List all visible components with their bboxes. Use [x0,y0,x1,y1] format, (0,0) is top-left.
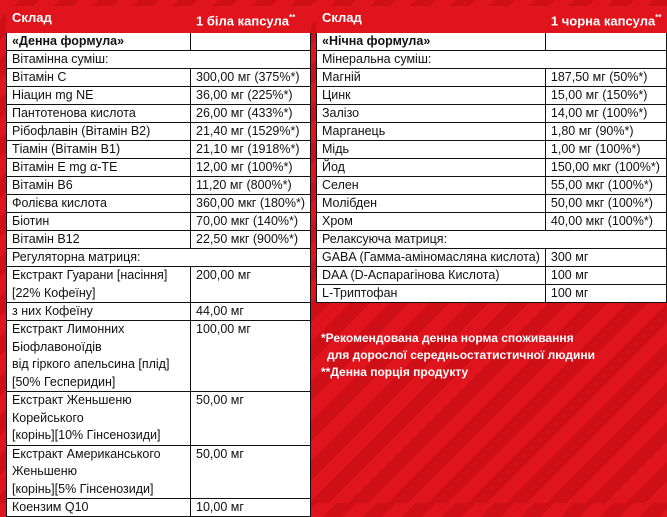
ingredient-amount: 100 мг [545,267,667,285]
ingredient-name: Вітамін B6 [7,177,191,195]
ingredient-amount: 187,50 мг (50%*) [545,69,667,87]
mineral-mix-label: Мінеральна суміш: [317,51,667,69]
table-row [317,159,667,177]
ingredient-name: Екстракт Женьшеню Корейського [корінь][10% Гінсенозиди] [7,392,191,446]
ingredient-name: Хром [317,213,546,231]
night-formula-title: «Нічна формула» [317,33,546,51]
night-formula-table [316,6,667,303]
ingredient-name: Екстракт Американського Женьшеню [корінь][5% Гінсенозиди] [7,445,191,499]
ingredient-amount: 44,00 мг [191,303,311,321]
ingredient-name: Тіамін (Вітамін B1) [7,141,191,159]
section-row [7,33,311,51]
ingredient-name: Цинк [317,87,546,105]
table-row [7,267,311,303]
table-row [7,141,311,159]
table-row [7,159,311,177]
section-row [317,231,667,249]
ingredient-amount: 14,00 мг (100%*) [545,105,667,123]
ingredient-amount: 300 мг [545,249,667,267]
header-black-capsule: 1 чорна капсула** [545,7,667,33]
header-composition: Склад [317,7,546,33]
table-row [7,303,311,321]
section-row [7,249,311,267]
table-row [7,231,311,249]
table-row [7,392,311,446]
ingredient-name: Вітамін C [7,69,191,87]
ingredient-amount: 50,00 мг [191,392,311,446]
table-row [7,213,311,231]
ingredient-amount: 21,10 мг (1918%*) [191,141,311,159]
ingredient-name: Коензим Q10 [7,499,191,517]
table-row [317,267,667,285]
ingredient-name: Молібден [317,195,546,213]
table-row [7,87,311,105]
regulatory-matrix-label: Регуляторна матриця: [7,249,311,267]
header-composition: Склад [7,7,191,33]
ingredient-name: Пантотенова кислота [7,105,191,123]
ingredient-name: L-Триптофан [317,285,546,303]
ingredient-name: з них Кофеїну [7,303,191,321]
ingredient-amount: 26,00 мг (433%*) [191,105,311,123]
section-row [317,33,667,51]
day-formula-title: «Денна формула» [7,33,191,51]
vitamin-mix-label: Вітамінна суміш: [7,51,311,69]
ingredient-amount: 100,00 мг [191,321,311,392]
ingredient-name: Вітамін B12 [7,231,191,249]
ingredient-amount: 1,00 мг (100%*) [545,141,667,159]
table-row [317,249,667,267]
ingredient-amount: 36,00 мг (225%*) [191,87,311,105]
footnotes [321,330,621,381]
table-row [7,195,311,213]
ingredient-amount: 100 мг [545,285,667,303]
ingredient-name: Йод [317,159,546,177]
table-row [317,195,667,213]
table-header [7,7,311,33]
footnote-daily-norm: *Рекомендована денна норма споживання [321,331,574,345]
ingredient-name: Екстракт Гуарани [насіння] [22% Кофеїну] [7,267,191,303]
table-row [7,123,311,141]
table-row [317,141,667,159]
table-row [317,177,667,195]
ingredient-amount: 300,00 мг (375%*) [191,69,311,87]
ingredient-name: Вітамін E mg α-TE [7,159,191,177]
ingredient-amount: 200,00 мг [191,267,311,303]
ingredient-amount: 12,00 мг (100%*) [191,159,311,177]
table-header [317,7,667,33]
table-row [7,499,311,517]
ingredient-name: Марганець [317,123,546,141]
ingredient-name: GABA (Гамма-аміномасляна кислота) [317,249,546,267]
ingredient-amount: 11,20 мг (800%*) [191,177,311,195]
table-row [317,87,667,105]
ingredient-amount: 10,00 мг [191,499,311,517]
ingredient-name: Селен [317,177,546,195]
ingredient-amount: 55,00 мкг (100%*) [545,177,667,195]
header-white-capsule: 1 біла капсула** [191,7,311,33]
table-row [7,105,311,123]
ingredient-name: Біотин [7,213,191,231]
table-row [7,321,311,392]
table-row [7,445,311,499]
ingredient-amount: 360,00 мкг (180%*) [191,195,311,213]
section-row [317,51,667,69]
table-row [317,213,667,231]
ingredient-amount: 1,80 мг (90%*) [545,123,667,141]
table-row [317,123,667,141]
ingredient-amount: 15,00 мг (150%*) [545,87,667,105]
footnote-daily-portion: **Денна порція продукту [321,365,469,379]
ingredient-amount: 150,00 мкг (100%*) [545,159,667,177]
ingredient-amount: 22,50 мкг (900%*) [191,231,311,249]
ingredient-amount: 21,40 мг (1529%*) [191,123,311,141]
ingredient-amount: 50,00 мкг (100%*) [545,195,667,213]
section-row [7,51,311,69]
ingredient-name: Фолієва кислота [7,195,191,213]
ingredient-name: Екстракт Лимонних Біофлавоноїдів від гіркого апельсина [плід] [50% Гесперидин] [7,321,191,392]
table-row [317,69,667,87]
ingredient-amount: 50,00 мг [191,445,311,499]
ingredient-name: Залізо [317,105,546,123]
ingredient-name: DAA (D-Аспарагінова Кислота) [317,267,546,285]
table-row [317,105,667,123]
ingredient-name: Магній [317,69,546,87]
ingredient-amount: 70,00 мкг (140%*) [191,213,311,231]
table-row [317,285,667,303]
ingredient-name: Мідь [317,141,546,159]
ingredient-name: Ніацин mg NE [7,87,191,105]
table-row [7,69,311,87]
day-formula-table [6,6,311,517]
ingredient-name: Рібофлавін (Вітамін B2) [7,123,191,141]
footnote-adult: для дорослої середньостатистичної людини [327,348,595,362]
relax-matrix-label: Релаксуюча матриця: [317,231,667,249]
table-row [7,177,311,195]
ingredient-amount: 40,00 мкг (100%*) [545,213,667,231]
